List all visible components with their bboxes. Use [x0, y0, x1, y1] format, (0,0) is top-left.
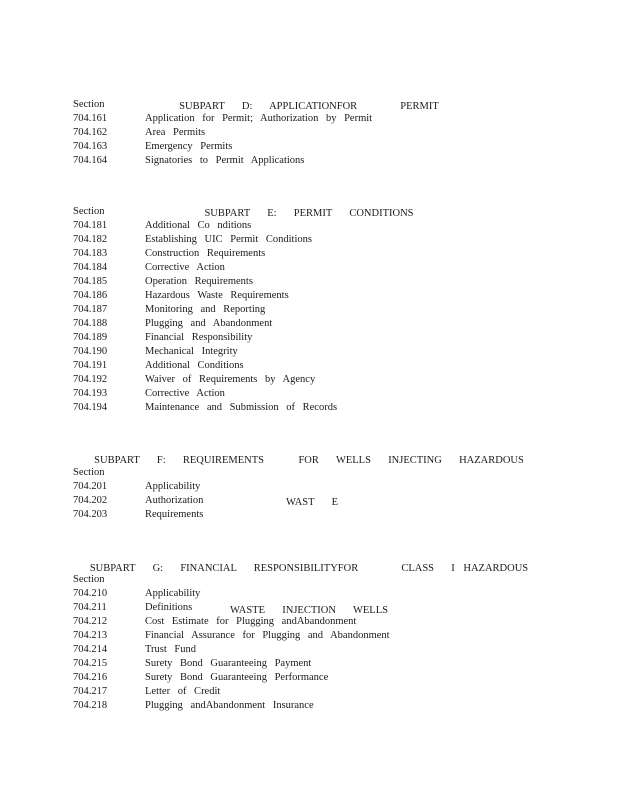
section-number: 704.202	[73, 495, 108, 506]
toc-entry	[73, 317, 337, 331]
toc-entry	[73, 508, 203, 522]
section-number: 704.218	[73, 700, 108, 711]
toc-entry	[73, 480, 203, 494]
section-number: 704.210	[73, 588, 108, 599]
toc-entry	[73, 289, 337, 303]
toc-entry	[73, 657, 390, 671]
section-number: 704.192	[73, 374, 108, 385]
section-title: Trust Fund	[145, 644, 197, 655]
section-number: 704.181	[73, 220, 108, 231]
section-title: Area Permits	[145, 127, 206, 138]
section-title: Waiver of Requirements by Agency	[145, 374, 316, 385]
section-number: 704.161	[73, 113, 108, 124]
section-number: 704.211	[73, 602, 107, 613]
toc-entry	[73, 233, 337, 247]
toc-entry	[73, 685, 390, 699]
section-title: Operation Requirements	[145, 276, 253, 287]
section-title: Applicability	[145, 588, 201, 599]
section-title: Construction Requirements	[145, 248, 266, 259]
toc-entry	[73, 303, 337, 317]
section-number: 704.162	[73, 127, 108, 138]
toc-entry	[73, 126, 372, 140]
section-number: 704.183	[73, 248, 108, 259]
section-number: 704.189	[73, 332, 108, 343]
section-number: 704.193	[73, 388, 108, 399]
section-number: 704.215	[73, 658, 108, 669]
toc-entry	[73, 629, 390, 643]
subpart-d-section-label: Section	[73, 99, 105, 110]
section-title: Mechanical Integrity	[145, 346, 238, 357]
section-number: 704.188	[73, 318, 108, 329]
subpart-f-heading-line-1: SUBPART F: REQUIREMENTS FOR WELLS INJECTING HAZARDOUS	[94, 455, 524, 466]
toc-entry	[73, 373, 337, 387]
section-title: Application for Permit; Authorization by Permit	[145, 113, 373, 124]
section-number: 704.216	[73, 672, 108, 683]
toc-entry	[73, 331, 337, 345]
section-title: Emergency Permits	[145, 141, 233, 152]
section-number: 704.185	[73, 276, 108, 287]
section-title: Monitoring and Reporting	[145, 304, 266, 315]
section-title: Applicability	[145, 481, 201, 492]
subpart-g-heading-line-2: WASTE INJECTION WELLS	[230, 605, 388, 616]
section-title: Establishing UIC Permit Conditions	[145, 234, 312, 245]
section-title: Surety Bond Guaranteeing Payment	[145, 658, 312, 669]
section-number: 704.201	[73, 481, 108, 492]
toc-entry	[73, 494, 203, 508]
subpart-e-section-label: Section	[73, 206, 105, 217]
section-number: 704.182	[73, 234, 108, 245]
toc-entry	[73, 671, 390, 685]
section-number: 704.190	[73, 346, 108, 357]
toc-entry	[73, 699, 390, 713]
toc-entry	[73, 359, 337, 373]
subpart-f-section-label: Section	[73, 467, 105, 478]
section-title: Definitions	[145, 602, 193, 613]
subpart-f-entries	[73, 480, 203, 522]
toc-entry	[73, 261, 337, 275]
section-title: Financial Assurance for Plugging and Abandonment	[145, 630, 390, 641]
section-number: 704.186	[73, 290, 108, 301]
section-number: 704.212	[73, 616, 108, 627]
section-number: 704.194	[73, 402, 108, 413]
toc-entry	[73, 401, 337, 415]
section-title: Cost Estimate for Plugging andAbandonment	[145, 616, 357, 627]
subpart-e-entries	[73, 219, 337, 415]
toc-entry	[73, 112, 372, 126]
section-number: 704.217	[73, 686, 108, 697]
section-title: Letter of Credit	[145, 686, 221, 697]
subpart-g-entries	[73, 587, 390, 713]
section-title: Additional Co nditions	[145, 220, 252, 231]
section-title: Maintenance and Submission of Records	[145, 402, 338, 413]
toc-entry	[73, 643, 390, 657]
section-title: Additional Conditions	[145, 360, 244, 371]
subpart-d-heading-line: SUBPART D: APPLICATIONFOR PERMIT	[179, 101, 439, 112]
section-number: 704.163	[73, 141, 108, 152]
section-title: Financial Responsibility	[145, 332, 253, 343]
toc-entry	[73, 275, 337, 289]
toc-entry	[73, 345, 337, 359]
section-number: 704.214	[73, 644, 108, 655]
section-number: 704.213	[73, 630, 108, 641]
toc-entry	[73, 587, 390, 601]
section-number: 704.191	[73, 360, 108, 371]
subpart-g-heading-line-1: SUBPART G: FINANCIAL RESPONSIBILITYFOR CLASS I HAZARDOUS	[89, 563, 529, 574]
subpart-d-entries	[73, 112, 372, 168]
section-number: 704.164	[73, 155, 108, 166]
section-title: Authorization	[145, 495, 204, 506]
section-number: 704.203	[73, 509, 108, 520]
section-title: Corrective Action	[145, 262, 225, 273]
section-title: Signatories to Permit Applications	[145, 155, 305, 166]
toc-entry	[73, 219, 337, 233]
subpart-f-heading-line-2: WAST E	[285, 497, 339, 508]
section-number: 704.184	[73, 262, 108, 273]
section-title: Plugging andAbandonment Insurance	[145, 700, 314, 711]
subpart-g-section-label: Section	[73, 574, 105, 585]
toc-entry	[73, 615, 390, 629]
toc-entry	[73, 247, 337, 261]
toc-entry	[73, 154, 372, 168]
section-title: Requirements	[145, 509, 204, 520]
toc-entry	[73, 140, 372, 154]
toc-entry	[73, 387, 337, 401]
section-title: Surety Bond Guaranteeing Performance	[145, 672, 329, 683]
section-title: Hazardous Waste Requirements	[145, 290, 289, 301]
section-title: Plugging and Abandonment	[145, 318, 273, 329]
section-number: 704.187	[73, 304, 108, 315]
section-title: Corrective Action	[145, 388, 225, 399]
subpart-e-heading-line: SUBPART E: PERMIT CONDITIONS	[204, 208, 414, 219]
toc-entry	[73, 601, 390, 615]
